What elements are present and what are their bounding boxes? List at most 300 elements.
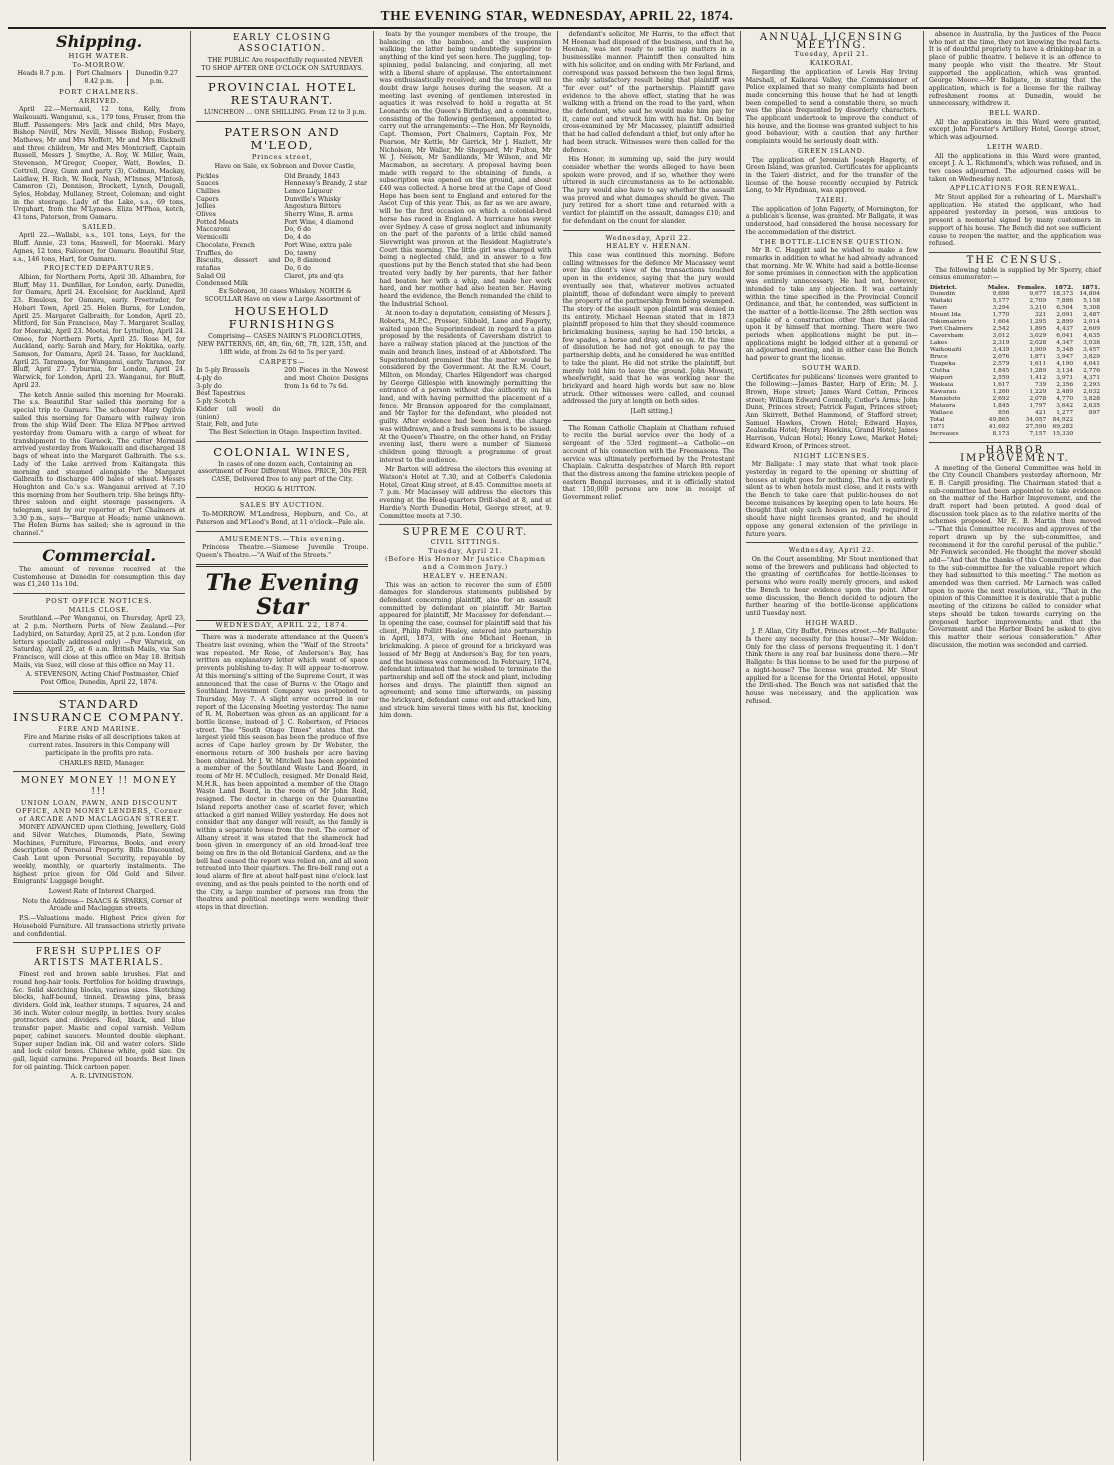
provincial-hotel-title: PROVINCIAL HOTEL RESTAURANT. <box>207 80 357 108</box>
list-item: Dunville's Whisky <box>284 195 341 203</box>
night-licenses-heading: NIGHT LICENSES. <box>793 451 870 460</box>
harbor-text: A meeting of the General Committee was held in the City Council Chambers yesterday afternoon, Mr E. B. Cargill presiding. The Chairman stated that a sub-committee had been appointed to take evidence on the matter of the Harbor Improvement, and the draft report had been printed. A good deal of discussion took place as to the relative merits of the schemes proposed. Mr E. B. Martin then moved—"That this Committee receives and approves of the report drawn up by the sub-committee, and recommend it for the careful perusal of the public." Mr Fenwick seconded. He thought the mover should add—"And that the thanks of this Committee are due to the sub-committee for the valuable report which they had submitted to this meeting." The motion as amended was then carried. Mr Larnach was called upon to move the next resolution, viz., "That in the opinion of this Committee it is desirable that a public meeting of the citizens be called to consider what steps should be taken towards carrying on the proposed harbor improvements; and that the Government and the Harbor Board be asked to give this matter their serious consideration." After discussion, the motion was seconded and carried. <box>928 464 1102 649</box>
auction-heading: SALES BY AUCTION. <box>239 501 325 510</box>
census-cell <box>1074 431 1101 438</box>
census-cell: 3,294 <box>992 305 1010 312</box>
census-cell: Taieri <box>929 305 947 312</box>
civil-sittings-heading: CIVIL SITTINGS. <box>430 538 501 546</box>
census-col-header: Males. <box>987 284 1010 292</box>
column-4-text: defendant's solicitor, Mr Harris, to the effect that M Heenan had disposed of the business, and that he, Heenan, was not ready to settle up matters in a businesslike manner. Plaintiff then consulted him with his solicitor, and on ending with Mr Farland, and correspond was passed between the two legal firms, the only satisfactory result being that plaintiff was "for ever out" of the partnership. Plaintiff gave evidence to the above effect, stating that he was walking with a friend on the road to the yard, when the defendant, who said he would make him pay for it, came out and struck him with his fist. On being cross-examined by Mr Macassey, plaintiff admitted that he had called defendant a thief, but only after he had been struck. Witnesses were then called for the defence. <box>562 31 735 154</box>
column-3-text: feats by the younger members of the troupe, the balancing on the bamboo, and the suspension walking; the latter being undoubtedly superior to anything of the kind yet seen here. The juggling, top-spinning, pedal balancing, and conjuring, all met with a liberal share of applause. The entertainment was enthusiastically received; and the troupe will no doubt draw large houses during the season. At a meeting last evening of gentlemen interested in aquatics it was resolved to hold a regatta at St Leonards on the Queen's Birthday, and a committee, consisting of the following gentlemen, appointed to carry out the arrangements:—The Hon. Mr Reynolds, Capt. Thomson, Port Chalmers, Captain Fox, Mr Pearson, Mr Kettle, Mr Garrick, Mr J. Hazlett, Mr Nicholson, Mr Waller, Mr Sheppard, Mr Fulton, Mr W. J. Nelson, Mr Sandilands, Mr Wilson, and Mr Macmahon, as secretary. A proposal having been made with regard to the obtaining of funds, a subscription was opened on the ground, and about £40 was collected. A horse bred at the Cape of Good Hope has been sent to England and entered for the Ascot Cup of this year. This, as far as we are aware, will be the first occasion on which a colonial-bred horse has raced in England. A hurricane has swept over Sydney. A case of gross neglect and inhumanity on the part of the parents of a little child named Sievwright was proven at the Resident Magistrate's Court this morning. The little girl was charged with being a neglected child, and in answer to a few questions put by the Bench stated that she had been treated very badly by her parents, that her father had beaten her with a whip, and made her work hard, and her mother had also beaten her. Having heard the evidence, the Bench remanded the child to the Industrial School. <box>379 31 552 308</box>
census-cell: Lakes <box>929 340 948 347</box>
census-cell: Waikaia <box>929 382 954 389</box>
census-row <box>929 298 1101 305</box>
list-item: Truffles, do <box>196 249 233 257</box>
census-cell: 2,028 <box>1029 340 1047 347</box>
colonial-wines-signature: HOGG & HUTTON. <box>254 485 317 493</box>
bottle-license-text: Mr B. C. Haggitt said he wished to make a few remarks in addition to what he had already advanced that morning. Mr W. White had said a bottle-license for some premises in connection with the application was entirely unnecessary. He had not, however, intended to take any objection. It was certainly within the time specified in the Provincial Council Ordinance, and that, he contended, was sufficient in the matter of a bottle-license. The 28th section was capable of a construction other than that placed upon it by himself that morning. There were two periods when applications might be put in—applications might be lodged either at a general or an adjourned meeting, and in either case the Bench had power to grant the license. <box>745 247 918 363</box>
census-cell: 2,356 <box>1056 382 1074 389</box>
list-item: Salad Oil <box>196 272 226 280</box>
projected-text: Albion, for Northern Ports, April 30. Alhambra, for Bluff, May 11. Dunfillan, for London, early. Dunedin, for Oamaru, April 24. Excelsior, for Auckland, April 23. Emulous, for Oamaru, early. Freetrader, for Hobart Town, April 25. Helen Burns, for London, April 25. Margaret Galbraith, for London, April 25. Mitford, for San Francisco, May 7. Margaret Scallay, for Moeraki, April 23. Moetai, for Lyttelton, April 24. Omeo, for Northern Ports, April 25. Rose M, for Auckland, early. Sarah and Mary, for Hokitika, early. Samson, for Oamaru, April 24. Tasso, for Auckland, April 25. Taramaga, for Wanganui, early. Taranoa, for Bluff, April 27. Tyburnia, for London, April 24. Warwick, for London, April 23. Wanganui, for Bluff, April 23. <box>13 273 186 389</box>
census-cell: 7,886 <box>1056 298 1074 305</box>
census-col-header: 1871. <box>1081 284 1101 292</box>
census-cell: 3,829 <box>1083 354 1101 361</box>
divider <box>13 542 185 543</box>
high-water-dunedin: Dunedin 9.27 p.m. <box>135 70 178 86</box>
list-item: Kidder (all wool) do (union) <box>196 405 281 421</box>
census-cell: 1,845 <box>992 368 1010 375</box>
census-row <box>929 382 1101 389</box>
divider <box>196 121 368 122</box>
census-cell: 5,348 <box>1056 347 1074 354</box>
renewal-text: Mr Stout applied for a rehearing of L. Marshall's application. He stated the applicant, who had appeared yesterday in person, was anxious to present a memorial signed by many customers in support of his house. The Bench did not see sufficient cause to reopen the matter, and the application was refused. <box>928 194 1102 248</box>
census-cell: 2,542 <box>992 326 1010 333</box>
civil-sittings-sub: (Before His Honor Mr Justice Chapman and a Common Jury.) <box>385 555 546 572</box>
census-cell: 3,828 <box>1083 396 1101 403</box>
census-cell: 9,677 <box>1029 291 1047 298</box>
census-cell: Wallace <box>929 410 953 417</box>
census-row <box>929 396 1101 403</box>
list-item: Do, 4 do <box>284 234 311 242</box>
list-item: Angostura Bitters <box>284 203 341 211</box>
census-row <box>929 333 1101 340</box>
census-intro: The following table is supplied by Mr Sperry, chief census enumerator:— <box>928 266 1102 282</box>
harbor-heading: HARBOR IMPROVEMENT. <box>960 445 1070 464</box>
list-item: Pickles <box>196 172 219 180</box>
projected-heading: PROJECTED DEPARTURES. <box>43 264 155 273</box>
list-item: Stair, Felt, and Jute <box>196 421 259 429</box>
bell-ward-text: All the applications in this Ward were granted, except John Forster's Artillery Hotel, George street, which was adjourned. <box>928 118 1102 142</box>
supreme-court-heading: SUPREME COURT. <box>402 527 529 539</box>
list-item: Claret, pts and qts <box>284 272 344 280</box>
census-cell: Tokomairiro <box>929 319 967 326</box>
census-cell: 27,590 <box>1025 424 1047 431</box>
evening-star-title: The Evening Star <box>205 569 359 620</box>
divider <box>196 531 368 532</box>
census-cell: 34,057 <box>1025 417 1047 424</box>
colonial-wines-text: In cases of one dozen each, Containing an assortment of Four Different Wines. PRICE, 30s PER CASE, Delivered free to any part of the City. <box>197 460 367 484</box>
census-cell: 69,282 <box>1052 424 1074 431</box>
leith-ward-heading: LEITH WARD. <box>986 142 1044 151</box>
census-cell: 1,260 <box>992 389 1010 396</box>
census-cell: 2,487 <box>1083 312 1101 319</box>
annual-licensing-heading: ANNUAL LICENSING MEETING. <box>759 32 904 51</box>
sailed-text: April 22.—Wallabi, s.s., 101 tons, Leys, for the Bluff. Annie, 23 tons, Haswell, for Moeraki. Mary Agnes, 12 tons, Falconer, for Oamaru. Beautiful Star, s.s., 146 tons, Hart, for Oamaru. <box>13 232 186 263</box>
divider <box>746 542 918 543</box>
census-cell: 1,295 <box>1029 319 1047 326</box>
list-item: Best Tapestries <box>196 390 246 398</box>
list-item: 4-ply do <box>196 374 222 382</box>
census-cell: 1,412 <box>1029 375 1047 382</box>
census-cell: Port Chalmers <box>929 326 973 333</box>
census-cell: 2,579 <box>992 361 1010 368</box>
list-item: Condensed Milk <box>196 280 248 288</box>
union-loan-address: Note the Address— ISAACS & SPARKS, Corner of Arcade and Maclaggan streets. <box>22 897 182 913</box>
census-row <box>929 389 1101 396</box>
census-cell: 1,289 <box>1029 368 1047 375</box>
census-cell: 2,293 <box>1083 382 1101 389</box>
census-cell: Maniototo <box>929 396 961 403</box>
census-cell: 3,012 <box>992 333 1010 340</box>
household-text: Comprising— CASES NAIRN'S FLOORCLOTHS, NEW PATTERNS, 6ft, 4ft, 6in, 6ft, 7ft, 12ft, 15ft, and 18ft wide, at from 2s 6d to 5s per yard. <box>197 333 367 356</box>
census-row <box>929 417 1101 424</box>
census-cell: 9,698 <box>992 291 1010 298</box>
census-cell: 5,308 <box>1083 305 1101 312</box>
carpets-table <box>196 367 368 429</box>
artists-materials-signature: A. R. LIVINGSTON. <box>70 1073 134 1081</box>
census-cell: 1,617 <box>992 382 1010 389</box>
census-cell: 421 <box>1035 410 1047 417</box>
census-cell: 84,922 <box>1052 417 1074 424</box>
leith-ward-text: All the applications in this Ward were granted, except J. A. L. Richmond's, which was refused, and in two cases adjourned. The adjourned cases will be taken on Wednesday next. <box>928 152 1102 183</box>
census-cell: 4,041 <box>1083 361 1101 368</box>
census-col-header: District. <box>929 284 957 292</box>
census-cell: 1871 <box>929 424 945 431</box>
summing-text: His Honor, in summing up, said the jury would consider whether the words alleged to have been spoken were proved, and if so, whether they were uttered in such circumstances as to be actionable. The jury would also have to say whether the assault was proved and what damages should be given. The jury retired for a short time and returned with a verdict for plaintiff on the assault, damages £10; and for defendant on the count for slander. <box>562 156 735 225</box>
census-cell: 2,091 <box>1056 312 1074 319</box>
census-row <box>929 347 1101 354</box>
commercial-text: The amount of revenue received at the Customhouse at Dunedin for consumption this day was £1,240 11s 10d. <box>13 565 186 589</box>
standard-insurance-sub: FIRE AND MARINE. <box>58 724 140 733</box>
carpets-heading: CARPETS— <box>259 357 306 366</box>
renewal-heading: APPLICATIONS FOR RENEWAL. <box>949 184 1080 193</box>
early-closing-text: THE PUBLIC Are respectfully requested NEVER TO SHOP AFTER ONE O'CLOCK ON SATURDAYS. <box>201 57 364 72</box>
union-loan-ps: P.S.—Valuations made. Highest Price given for Household Furniture. All transactions strictly private and confidential. <box>13 915 186 938</box>
healey-heading: HEALEY v. HEENAN. <box>422 571 508 580</box>
census-cell: 4,635 <box>1083 333 1101 340</box>
annual-licensing-date: Tuesday, April 21. <box>794 50 869 59</box>
south-ward-text: Certificates for publicans' licenses were granted to the following:—James Baxter, Harp of Erin; M. J. Brown, Hope street; James Ward Cotton, Princes street; William Edward Connelly, Cutler's Arms; John Dunn, Princes street; Patrick Fagan, Princes street; Ann Skirrett, Bethel Hammond, of Stafford street; Samuel Hawkes, Crown Hotel; Edward Hayes, Zealandia Hotel; Henry Hawkins, Grand Hotel; James Harrison, Vulcan Hotel; Henry Lowe, Market Hotel; Edward Kroon, of Princes street. <box>745 373 918 450</box>
colonial-wines-title: COLONIAL WINES, <box>213 444 352 459</box>
paterson-sub: Princes street, <box>251 153 313 162</box>
census-cell: 14,804 <box>1079 291 1101 298</box>
census-cell: 18,373 <box>1052 291 1074 298</box>
divider <box>13 942 185 943</box>
census-cell: Waikouaiti <box>929 347 962 354</box>
divider <box>196 441 368 442</box>
census-cell <box>1074 424 1101 431</box>
census-cell: 2,692 <box>992 396 1010 403</box>
census-cell: 2,489 <box>1056 389 1074 396</box>
census-cell: Bruce <box>929 354 948 361</box>
census-cell: 5,177 <box>992 298 1010 305</box>
list-item: Sauces <box>196 180 219 188</box>
standard-insurance-text: Fire and Marine risks of all descriptions taken at current rates. Insurers in this Company will participate in the profits pro rata. <box>23 734 181 757</box>
list-item: Vermicelli <box>196 234 229 242</box>
census-row <box>929 305 1101 312</box>
list-item: Hennessy's Brandy, 2 star <box>284 180 368 188</box>
census-cell: Increases <box>929 431 959 438</box>
paterson-list-right <box>284 173 368 289</box>
census-cell: 2,076 <box>992 354 1010 361</box>
census-cell: 4,437 <box>1056 326 1074 333</box>
green-island-heading: GREEN ISLAND. <box>798 146 866 155</box>
list-item: Do, tawny <box>284 249 317 257</box>
census-cell <box>1074 417 1101 424</box>
high-water-heading: HIGH WATER. <box>68 52 130 60</box>
list-item: 3-ply do <box>196 382 222 390</box>
census-cell: Kawarau <box>929 389 957 396</box>
court-notes: At noon to-day a deputation, consisting of Messrs J. Roberts, M.P.C., Prosser, Sibbald, Lane and Fagerty, waited upon the Superintendent in regard to a plan proposed by the residents of Caversham district to have a railway station placed at the junction of the main and branch lines, instead of at Abbotsford. The Superintendent promised that the matter would be considered by the Government. At the R.M. Court, Milton, on Monday, Charles Hilgendorf was charged by George Gillespie with knowingly permitting the entrance of a person without due authority on his land, and with having permitted the placement of a fence. Mr Branson appeared for the complainant, and Mr Taylor for the defendant, who pleaded not guilty. After evidence had been heard, the charge was withdrawn, and a fresh summons is to be issued. At the Queen's Theatre, on the other hand, on Friday evening last, there were a number of Siamese children going through a programme of great interest to the audience. <box>379 310 552 464</box>
census-row <box>929 410 1101 417</box>
list-item: Sherry Wine, R. arms <box>284 211 353 219</box>
provincial-hotel-text: LUNCHEON ... ONE SHILLING. From 12 to 3 p.m. <box>204 109 367 117</box>
census-cell: 1,895 <box>1029 326 1047 333</box>
arrived-text: April 22.—Mermaid, 12 tons, Kelly, from Waikouaiti. Wanganui, s.s., 179 tons, Fraser, from the Bluff. Passengers: Mrs Jack and child, Mrs Mayo, Bishop Nevill, Mrs Nevill, Misses Bishop, Fosbery, Mathews, Mr and Mrs Moffett, Mr and Mrs Blicknell and three children, Mr and Mrs Montcrieff, Captain Russell, Messrs J. Smythe, A. Roy, W. Miller, Wain, Stevenson, M'Gregor, Cooper, Watt, Bowles, D. Cottrell, Gray, Gunn and party (3), Codman, Mackay, Laidlaw, H. Rich, W. Rock, Nash, M'Innes, M'Intosh, Cameron (2), Dennison, Brockett, Lynch, Dougall, Syles, Hobday, Mullaney, Street, Coleman; and eight in the steerage. Lady of the Lake, s.s., 69 tons, Urquhart, from the M'Lynaes. Eliza M'Phea, ketch, 43 tons, Paterson, from Oamaru. <box>13 106 186 222</box>
court-assembling-text: On the Court assembling, Mr Stout mentioned that some of the brewers and publicans had objected to the granting of certificates for bottle-licenses to persons who were really merely grocers, and asked the Bench to hear evidence upon the point. After some discussion, the Bench decided to adjourn the further hearing of the bottle-license applications until Tuesday next. <box>745 556 918 617</box>
census-cell: 15,330 <box>1052 431 1074 438</box>
census-cell: 4,347 <box>1056 340 1074 347</box>
paterson-footer: Ex Sobraon, 30 cases Whiskey. NORTH & SCOULLAR Have on view a Large Assortment of <box>204 288 361 303</box>
census-cell: 3,457 <box>1083 347 1101 354</box>
census-cell: Dunedin <box>929 291 956 298</box>
census-cell: Mataura <box>929 403 956 410</box>
census-cell: 3,439 <box>992 347 1010 354</box>
census-cell: 4,190 <box>1056 361 1074 368</box>
catholic-text: The Roman Catholic Chaplain at Chatham refused to recite the burial service over the body of a sergeant of the 53rd regiment—a Catholic—on account of his connection with the Freemasons. The service was ultimately performed by the Protestant Chaplain. Calcutta despatches of March 8th report that the distress among the famine stricken people of eastern Bengal increases, and it is officially stated that 150,000 persons are now in receipt of Government relief. <box>562 424 735 502</box>
census-cell: 1,604 <box>992 319 1010 326</box>
postmaster-signature: A. STEVENSON, Acting Chief Postmaster, Chief Post Office, Dunedin, April 22, 1874. <box>25 671 179 687</box>
carpets-footer: The Best Selection in Otago. Inspection Invited. <box>208 428 362 436</box>
paterson-lists <box>196 173 368 289</box>
standard-insurance-title: STANDARD INSURANCE COMPANY. <box>13 696 186 724</box>
census-cell: Waipori <box>929 375 953 382</box>
paterson-list-left <box>196 173 280 289</box>
bell-ward-heading: BELL WARD. <box>989 109 1041 118</box>
healey-2-text: This case was continued this morning. Before calling witnesses for the defence Mr Macassey went over his client's view of the transactions touched upon in the evidence, saying that the jury would eventually see that, whatever motives actuated plaintiff, these of defendant were simply to prevent the property of the partnership from being swamped. The story of the assault upon plaintiff was denied in its entirety. Michael Heenan stated that in 1873 plaintiff proposed to him that they should commence brickmaking business, saying he had 150 bricks, a few spades, a horse and dray, and so on. At the time of dissolution he had not got enough to pay the partnership debts, and he considered he was entitled to take the plant. He did not strike the plaintiff, but merely told him to leave the ground. John Mowatt, wheelwright, said that he was working near the brickyard and heard high words but saw no blow struck. Other witnesses were called, and counsel addressed the jury at length on both sides. <box>562 251 735 406</box>
census-cell: 2,559 <box>992 375 1010 382</box>
list-item: Chocolate, French <box>196 241 255 249</box>
census-cell: Clutha <box>929 368 950 375</box>
column-6 <box>924 31 1106 1461</box>
list-item: Chillies <box>196 187 221 195</box>
high-water-port-chalmers: Port Chalmers 8.42 p.m. <box>71 70 129 85</box>
census-cell: 1,611 <box>1029 361 1047 368</box>
census-row <box>929 326 1101 333</box>
census-cell: 2,032 <box>1083 389 1101 396</box>
divider <box>929 252 1101 253</box>
list-item: Olives <box>196 211 216 219</box>
census-cell: 5,158 <box>1083 298 1101 305</box>
census-cell: Mount Ida <box>929 312 961 319</box>
list-item: Jellies <box>196 203 216 211</box>
census-row <box>929 291 1101 298</box>
census-row <box>929 424 1101 431</box>
amusements-heading: AMUSEMENTS.—This evening. <box>219 534 346 543</box>
census-cell: 7,157 <box>1029 431 1047 438</box>
high-ward-text: J. P. Allan, City Buffet, Princes street.—Mr Ballgate: Is there any necessity for this house?—Mr Weldon: Only for the class of persons frequenting it. I don't think there is any real bar business done there.—Mr Ballgate: Is this license to be used for the purpose of a night-house? The license was granted. Mr Stout applied for a license for the Oriental Hotel, opposite the Drill-shed. The Bench was not satisfied that the house was necessary, and the application was refused. <box>745 628 918 705</box>
money-title: MONEY MONEY !! MONEY !!! <box>20 776 178 798</box>
sailed-heading: SAILED. <box>82 222 116 231</box>
early-closing-title: EARLY CLOSING ASSOCIATION. <box>232 33 332 54</box>
divider <box>13 691 185 694</box>
household-title: HOUSEHOLD FURNISHINGS <box>228 304 336 332</box>
census-cell: 2,635 <box>1083 403 1101 410</box>
census-cell: Tuapeka <box>929 361 956 368</box>
list-item: Port Wine, 4 diamond <box>284 218 354 226</box>
list-item: Old Brandy, 1843 <box>284 172 340 180</box>
census-cell: 8,173 <box>992 431 1010 438</box>
standard-insurance-signature: CHARLES REID, Manager. <box>59 759 145 767</box>
column-1 <box>8 31 191 1461</box>
wednesday-date: Wednesday, April 22. <box>605 233 692 242</box>
mails-close-heading: MAILS CLOSE. <box>68 605 130 614</box>
commercial-heading: Commercial. <box>42 545 156 565</box>
column-2 <box>191 31 374 1461</box>
carpets-pieces: 200 Pieces in the Newest and most Choice Designs from 1s 6d to 7s 6d. <box>284 367 369 390</box>
census-row <box>929 403 1101 410</box>
census-cell: 2,899 <box>1056 319 1074 326</box>
list-item: Do, 8 diamond <box>284 257 331 265</box>
census-row <box>929 361 1101 368</box>
census-cell: Caversham <box>929 333 964 340</box>
evening-star-text: There was a moderate attendance at the Queen's Theatre last evening, when the "Waif of the Streets" was repeated. Mr Rose, of Anderson's Bay, has written an explanatory letter which want of space prevents publishing to-day. It will appear to-morrow. At this morning's sitting of the Supreme Court, it was announced that the case of Burns v. the Otago and Southland Investment Company was postponed to Thursday, May 7. A slight error occurred in our report of the Licensing Meeting yesterday. The name of R. M. Robertson was given as an applicant for a bottle license, instead of J. C. Robertson, of Princes street. The "South Otago Times" states that the largest yield this season has been the produce of five acres of Cape barley grown by Dr Webster, the enormous return of 300 bushels per acre having been obtained. Mr J. W. Mitchell has been appointed a member of the Southland Waste Land Board, in room of Mr H. M'Culloch, resigned. Mr Donald Reid, M.H.R., has been appointed a member of the Otago Waste Land Board, in the room of Mr John Reid, resigned. The doctor in charge on the Quarantine Island reports another case of scarlet fever, which attacked a girl named Willey yesterday. He does not consider that any danger will result, as the family is within a separate house from the rest. The corner of Albany street it was stated that the shamrock had been given in emergency of an old broad-leaf tree being on fire in the old Botanical Gardens, and as the bell had ceased the report was relied on, and all soon retreated into their quarters. The fire-bell rang out a loud alarm of fire at about half-past nine o'clock last evening, and as the peals pointed to the north end of the City, a large number of persons ran from the theatres and political meetings were wending their steps in that direction. <box>196 634 369 911</box>
census-cell: 739 <box>1035 382 1047 389</box>
divider <box>196 497 368 498</box>
columns <box>8 31 1106 1461</box>
census-cell: 4,770 <box>1056 396 1074 403</box>
census-cell: 3,029 <box>1029 333 1047 340</box>
census-cell: 897 <box>1088 410 1101 417</box>
high-water-heads: Heads 8.7 p.m. <box>13 70 71 85</box>
healey-2-heading: HEALEY v. HEENAN. <box>606 242 692 251</box>
census-cell: 6,504 <box>1056 305 1074 312</box>
taieri-text: The application of John Fagerty, of Mornington, for a publican's license, was granted. Mr Ballgate, it was understood, had considered the house necessary for the accommodation of the district. <box>745 205 918 236</box>
census-cell: 2,078 <box>1029 396 1047 403</box>
divider <box>13 771 185 772</box>
census-cell: 1,277 <box>1056 410 1074 417</box>
census-header-row <box>929 284 1101 291</box>
list-item: Do, 6 do <box>284 264 311 272</box>
census-cell: 1,797 <box>1029 403 1047 410</box>
night-licenses-text: Mr Ballgate: I may state that what took place yesterday in regard to the opening or shutting of houses at night goes for nothing. The Act is entirely silent as to when hotels must close, and it rests with the Bench to take care that public-houses do not become nuisances by keeping open to late hours. He thought that only such houses as really required it should have night licenses granted, and he should oppose any general extension of the privilege in future years. <box>745 461 918 538</box>
census-body <box>929 291 1101 438</box>
amusements-text: Princess Theatre.—Siamese Juvenile Troupe. Queen's Theatre.—"A Waif of the Streets." <box>196 544 369 559</box>
shipping-heading: Shipping. <box>56 32 143 51</box>
census-cell: 3,038 <box>1083 340 1101 347</box>
census-cell: 1,909 <box>1029 347 1047 354</box>
census-cell: 1,770 <box>992 312 1010 319</box>
wednesday-heading: Wednesday, April 22. <box>788 546 875 555</box>
post-office-heading: POST OFFICE NOTICES. <box>45 597 153 605</box>
artists-materials-title: FRESH SUPPLIES OF ARTISTS MATERIALS. <box>33 947 165 969</box>
divider <box>563 230 735 231</box>
census-cell: 4,371 <box>1083 375 1101 382</box>
paterson-text: Have on Sale, ex Sobraon and Dover Castle, <box>214 162 356 170</box>
port-chalmers-heading: PORT CHALMERS. <box>59 87 140 96</box>
census-table <box>929 284 1101 438</box>
census-row <box>929 340 1101 347</box>
carpets-list <box>196 367 280 429</box>
union-loan-title: UNION LOAN, PAWN, AND DISCOUNT OFFICE, AND MONEY LENDERS, Corner of ARCADE AND MACLAGGAN STREET. <box>15 799 183 823</box>
census-row <box>929 354 1101 361</box>
divider <box>196 76 368 77</box>
list-item: Do, 6 do <box>284 226 311 234</box>
paterson-title: PATERSON AND M'LEOD, <box>224 125 341 153</box>
census-cell: 3,134 <box>1056 368 1074 375</box>
census-cell: 1,229 <box>1029 389 1047 396</box>
healey-text: This was an action to recover the sum of £500 damages for slanderous statements published by defendant concerning plaintiff, also for an assault committed by defendant on plaintiff. Mr Barton appeared for plaintiff, Mr Macassey for defendant.—In opening the case, counsel for plaintiff said that his client, Philip Pollitt Healey, entered into partnership in April, 1873, with one Michael Heenan, in brickmaking. A piece of ground for a brickyard was leased of Mr Begg at Anderson's Bay, for ten years, and the business was commenced. In February, 1874, defendant intimated that he wished to terminate the partnership and sell off the stock and plant, including horses and drays. The plaintiff then signed an agreement; and some time afterwards, on passing the brickyard, defendant came out and attacked him, and struck him several times with his fist, knocking him down. <box>379 581 552 720</box>
shipping-notes: The ketch Annie sailed this morning for Moeraki. The s.s. Beautiful Star sailed this morning for a special trip to Oamaru. The schooner Mary Ogilvie sailed this morning for Oamaru with railway iron from the ship Wild Deer. The Eliza M'Phee arrived yesterday from Oamaru with a cargo of wheat for transhipment to the Garnock. The cutter Mermaid arrived yesterday from Waikouaiti and discharged 18 bags of wheat into the Margaret Galbraith. The s.s. Lady of the Lake arrived from Kaitangata this morning and steamed alongside the Margaret Galbraith to discharge 400 bales of wheat. Messrs Houghton and Co.'s s.s. Wanganui arrived at 7.10 this morning from her Southern trip. She brings fifty-three saloon and eight steerage passengers. A telegram, sent by our reporter at Port Chalmers at 3.30 p.m., says—"Barque at Heads; name unknown. The Helen Burns has sailed; she is aground in the channel." <box>13 391 186 538</box>
census-cell: Waitaki <box>929 298 953 305</box>
census-row <box>929 375 1101 382</box>
high-water-tomorrow: To-MORROW. <box>72 60 126 69</box>
column-6-text: absence in Australia, by the Justices of the Peace who met at the time, they not knowing the real facts. It is of doubtful propriety to have a drinking-bar in a place of public theatre. I believe it is an offence to many people who visit the theatre. Mr Stout supported the application, which was granted. George Moore.—Mr Ballgate, in stating that the application, which is for a license for the railway refreshment rooms at Dunedin, would be unnecessary, withdrew it. <box>928 31 1102 108</box>
union-loan-text: MONEY ADVANCED upon Clothing, Jewellery, Gold and Silver Watches, Diamonds, Plate, Sewing Machines, Furniture, Firearms, Books, and every description of Personal Property. Bills Discounted, Cash Lent upon Personal Security, repayable by weekly, monthly, or quarterly instalments. The highest price given for Old Gold and Silver. Emigrants' Luggage bought. <box>13 824 186 886</box>
list-item: Port Wine, extra pale <box>284 241 352 249</box>
census-cell: 41,692 <box>988 424 1010 431</box>
divider <box>563 420 735 421</box>
green-island-text: The application of Jeremiah Joseph Hagerty, of Green Island, was granted. Certificates for applicants in the Taieri district, and for the transfer of the license of the house recently occupied by Patrick Long, to Mr Hyndman, was approved. <box>745 156 918 195</box>
census-col-header: Females. <box>1017 284 1047 292</box>
census-cell: 2,014 <box>1083 319 1101 326</box>
list-item: Biscuits, dessert and ratafias <box>196 257 281 272</box>
census-col-header: 1872. <box>1054 284 1074 292</box>
census-row <box>929 368 1101 375</box>
census-cell: 49,865 <box>988 417 1010 424</box>
column-4 <box>558 31 741 1461</box>
kaikorai-heading: KAIKORAI. <box>809 59 854 68</box>
divider <box>13 593 185 594</box>
list-item: Potted Meats <box>196 218 239 226</box>
civil-sittings-date: Tuesday, April 21. <box>428 546 503 555</box>
census-cell: 321 <box>1035 312 1047 319</box>
list-item: Maccaroni <box>196 226 231 234</box>
census-row <box>929 431 1101 438</box>
census-cell: 2,319 <box>992 340 1010 347</box>
mails-text: Southland.—Per Wanganui, on Thursday, April 23, at 2 p.m. Northern Ports of New Zealand.—Per Ladybird, on Saturday, April 25, at 2 p.m. London (for letters specially addressed only) —Per Warwick, on Saturday, April 25, at 6 a.m. British Mails, via San Francisco, will close at this office on May 18. British Mails, via Suez, will close at this office on May 11. <box>13 615 186 669</box>
census-cell: 6,041 <box>1056 333 1074 340</box>
south-ward-heading: SOUTH WARD. <box>801 363 862 372</box>
union-loan-rate: Lowest Rate of Interest Charged. <box>48 887 156 895</box>
census-cell: 1,845 <box>992 403 1010 410</box>
census-cell: 2,709 <box>1029 298 1047 305</box>
column-5 <box>741 31 924 1461</box>
census-cell: 2,776 <box>1083 368 1101 375</box>
census-cell: Total <box>929 417 945 424</box>
census-cell: 1,871 <box>1029 354 1047 361</box>
census-cell: 856 <box>998 410 1010 417</box>
arrived-heading: ARRIVED. <box>78 96 120 105</box>
census-cell: 3,947 <box>1056 354 1074 361</box>
list-item: Lemco Liqueur <box>284 187 333 195</box>
list-item: In 5-ply Brussels <box>196 367 250 375</box>
census-row <box>929 312 1101 319</box>
artists-materials-text: Finest red and brown sable brushes. Flat and round hog-hair tools. Portfolios for holding drawings, &c. Solid sketching blocks, various sizes. Sketching blocks, half-bound, tinned. Drawing pins, brass dividers. Gold ink, leather stumps. T squares, 24 and 36 inch. Water colour megilp, in bottles. Ivory scales protractors and dividers. Red, black, and blue transfer paper. Mastic and copal varnish. Vellum paper, cabinet saucers. Mounted double elephant. Super super Indian ink. Oil and water colors. Slide and lock color boxes. Chinese white, gold size. Ox gall, liquid carmine. Prepared oil boards. Best linen for oil painting. Thick cartoon paper. <box>13 971 186 1071</box>
election-notice: Mr Barton will address the electors this evening at Watson's Hotel at 7.30, and at Colbert's Caledonia Hotel, Great King street, at 8.45. Committee meets at 7 p.m. Mr Macassey will address the electors this evening at the Head-quarters Drill-shed at 8, and at Hardie's North Dunedin Hotel, George street, at 9. Committee meets at 7.30. <box>379 466 552 520</box>
evening-star-date: WEDNESDAY, APRIL 22, 1874. <box>196 620 368 632</box>
census-cell: 3,642 <box>1056 403 1074 410</box>
census-heading: THE CENSUS. <box>966 254 1064 266</box>
list-item: 5-ply Scotch <box>196 398 236 406</box>
taieri-heading: TAIERI. <box>816 196 848 205</box>
census-cell: 3,971 <box>1056 375 1074 382</box>
census-cell: 3,210 <box>1029 305 1047 312</box>
list-item: Capers <box>196 195 219 203</box>
divider <box>379 524 551 525</box>
bottle-license-heading: THE BOTTLE-LICENSE QUESTION. <box>759 237 905 246</box>
high-water-table <box>13 70 185 85</box>
census-row <box>929 319 1101 326</box>
page-header: THE EVENING STAR, WEDNESDAY, APRIL 22, 1874. <box>8 8 1106 29</box>
left-sitting-note: [Left sitting.] <box>630 408 673 416</box>
column-3 <box>374 31 557 1461</box>
divider <box>929 442 1101 443</box>
high-ward-heading: HIGH WARD. <box>805 618 859 627</box>
kaikorai-text: Regarding the application of Lewis Hay Irving Marshall, of Kaikorai Valley, the Commissioner of Police explained that so many complaints had been made concerning this house that he had at length been compelled to send a constable there, so much was the place frequented by disorderly characters. The applicant undertook to improve the conduct of his house, and the license was granted subject to his good behaviour, with a caution that any further complaints would be seriously dealt with. <box>745 68 918 146</box>
auction-text: To-MORROW. M'Landress, Hepburn, and Co., at Paterson and M'Leod's Bond, at 11 o'clock—Pale ale. <box>196 511 369 526</box>
divider <box>196 564 368 567</box>
